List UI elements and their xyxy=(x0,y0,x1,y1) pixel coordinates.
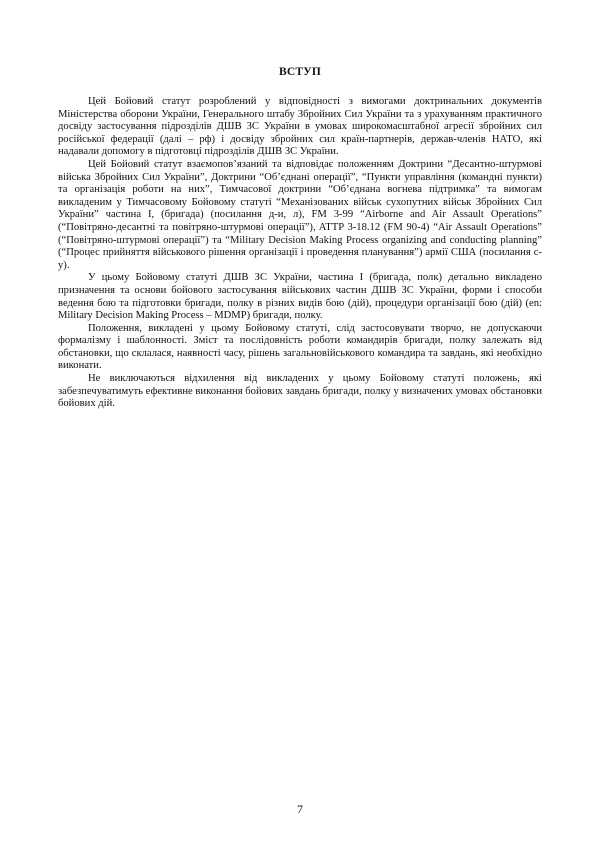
paragraph: У цьому Бойовому статуті ДШВ ЗС України, частина I (бригада, полк) детально викладено призначення та основи бойового застосування військових частин ДШВ ЗС України, форми і способи ведення бою та підготовки бригади, полку в різних видів бою (дій), процедури організації бою (дій) (en: Military Decision Making Process – MDMP) бригади, полку. xyxy=(58,272,542,322)
paragraph: Цей Бойовий статут взаємопов’язаний та відповідає положенням Доктрини “Десантно-штурмові війська Збройних Сил України”, Доктрини “Об’єднані операції”, “Пункти управління (командні пункти) та організація роботи на них”, Тимчасової доктрини “Об’єднана вогнева підтримка” та вимогам викладеним у Тимчасовому Бойовому статуті “Механізованих військ сухопутних військ Збройних Сил України” частина I, (бригада) (посилання д-и, л), FM 3-99 “Airborne and Air Assault Operations” (“Повітряно-десантні та повітряно-штурмові операції”), ATTP 3-18.12 (FM 90-4) “Air Assault Operations” (“Повітряно-штурмові операції”) та “Military Decision Making Process organizing and conducting planning” (“Процес прийняття військового рішення організації і проведення планування”) армії США (посилання с-у). xyxy=(58,158,542,271)
section-body xyxy=(58,96,542,411)
paragraph: Не виключаються відхилення від викладених у цьому Бойовому статуті положень, які забезпечуватимуть ефективне виконання бойових завдань бригади, полку у визначених умовах обстановки бойових дій. xyxy=(58,373,542,410)
section-title: ВСТУП xyxy=(278,66,322,78)
paragraph: Положення, викладені у цьому Бойовому статуті, слід застосовувати творчо, не допускаючи формалізму і шаблонності. Зміст та послідовність роботи командирів бригади, полку залежать від обстановки, що склалася, наявності часу, рішень загальновійськового командира та завдань, які необхідно виконати. xyxy=(58,322,542,372)
page-number: 7 xyxy=(297,802,303,816)
paragraph: Цей Бойовий статут розроблений у відповідності з вимогами доктринальних документів Міністерства оборони України, Генерального штабу Збройних Сил України та з урахуванням практичного досвіду застосування підрозділів ДШВ ЗС України в умовах широкомасштабної агресії збройних сил російської федерації (далі – рф) і досвіду збройних сил країн-партнерів, держав-членів НАТО, які надавали допомогу в підготовці підрозділів ДШВ ЗС України. xyxy=(58,96,542,158)
